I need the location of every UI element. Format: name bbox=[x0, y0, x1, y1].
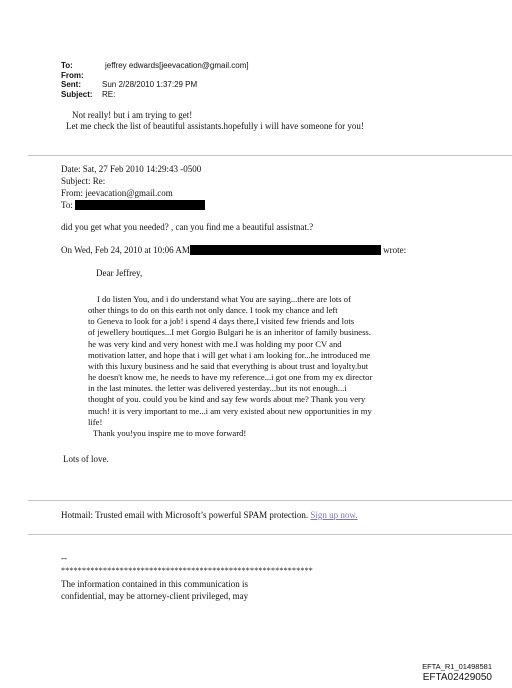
letter-line: in the last minutes. the letter was delivered yesterday...but its not enough...i bbox=[88, 383, 347, 394]
letter-line: I do listen You, and i do understand what You are saying...there are lots of bbox=[97, 294, 351, 304]
header-from-row bbox=[61, 71, 481, 81]
signature-dashes: -- bbox=[61, 553, 67, 563]
letter-line: to Geneva to look for a job! i spend 4 days there,I visited few friends and lots bbox=[88, 316, 355, 327]
signature-stars: ************************************************************ bbox=[61, 566, 313, 575]
hotmail-footer bbox=[61, 510, 358, 521]
hotmail-text: Hotmail: Trusted email with Microsoft’s powerful SPAM protection. bbox=[61, 510, 309, 520]
disclaimer-line-2: confidential, may be attorney-client privileged, may bbox=[61, 591, 249, 601]
from-label: From: bbox=[61, 70, 84, 80]
header-to-row bbox=[61, 61, 481, 71]
to-label: To: bbox=[61, 61, 73, 70]
subject-label: Subject: bbox=[61, 89, 93, 99]
bates-number-2: EFTA02429050 bbox=[422, 672, 492, 683]
letter-line: motivation latter, and hope that i will get what i am looking for...he introduced me bbox=[88, 349, 371, 360]
quoted-to bbox=[61, 200, 205, 211]
quoted-from: From: jeevacation@gmail.com bbox=[61, 188, 173, 198]
letter-line: thought of you. could you be kind and say few words about me? Thank you very bbox=[88, 394, 366, 405]
letter-line: other things to do on this earth not only dance. I took my chance and left bbox=[88, 305, 338, 316]
quote-intro-prefix: On Wed, Feb 24, 2010 at 10:06 AM bbox=[61, 245, 190, 255]
section-divider bbox=[28, 500, 512, 501]
question-text: did you get what you needed? , can you find me a beautiful assistnat.? bbox=[61, 222, 314, 232]
header-subject-row bbox=[61, 90, 481, 100]
quoted-subject: Subject: Re: bbox=[61, 176, 106, 186]
disclaimer-line-1: The information contained in this communication is bbox=[61, 579, 248, 589]
section-divider bbox=[28, 534, 512, 535]
letter-greeting: Dear Jeffrey, bbox=[96, 268, 143, 278]
reply-line-1: Not really! but i am trying to get! bbox=[72, 110, 193, 120]
sent-value: Sun 2/28/2010 1:37:29 PM bbox=[102, 80, 198, 89]
letter-line: of jewellery boutiques...I met Gorgio Bulgari he is an inheritor of family business. bbox=[88, 327, 371, 338]
quoted-to-label: To: bbox=[61, 200, 73, 210]
to-value: jeffrey edwards[jeevacation@gmail.com] bbox=[105, 61, 249, 70]
quoted-date: Date: Sat, 27 Feb 2010 14:29:43 -0500 bbox=[61, 164, 202, 174]
sent-label: Sent: bbox=[61, 80, 81, 89]
letter-line: he doesn't know me, he needs to have my reference...i got one from my ex director bbox=[88, 372, 373, 383]
sign-up-link[interactable]: Sign up now. bbox=[310, 510, 358, 520]
redaction-bar bbox=[190, 245, 381, 255]
letter-thanks: Thank you!you inspire me to move forward! bbox=[93, 427, 247, 438]
reply-line-2: Let me check the list of beautiful assistants.hopefully i will have someone for you! bbox=[66, 121, 364, 131]
section-divider bbox=[28, 155, 512, 156]
quote-intro bbox=[61, 245, 406, 256]
header-sent-row bbox=[61, 80, 481, 90]
letter-line: with this luxury business and he said that everything is about trust and loyalty.but bbox=[88, 360, 369, 371]
letter-line: life! bbox=[88, 416, 103, 427]
email-header bbox=[61, 61, 481, 99]
redaction-bar bbox=[75, 200, 205, 210]
subject-value: RE: bbox=[102, 89, 116, 99]
from-value bbox=[102, 71, 481, 81]
bates-number-1: EFTA_R1_01498581 bbox=[422, 662, 492, 671]
letter-line: much! it is very important to me...i am very existed about new opportunities in my bbox=[88, 405, 372, 416]
letter-body bbox=[88, 294, 448, 439]
letter-line: he was very kind and very honest with me.I was holding my poor CV and bbox=[88, 338, 342, 349]
letter-closing: Lots of love. bbox=[63, 454, 109, 464]
quote-intro-suffix: wrote: bbox=[383, 245, 407, 255]
